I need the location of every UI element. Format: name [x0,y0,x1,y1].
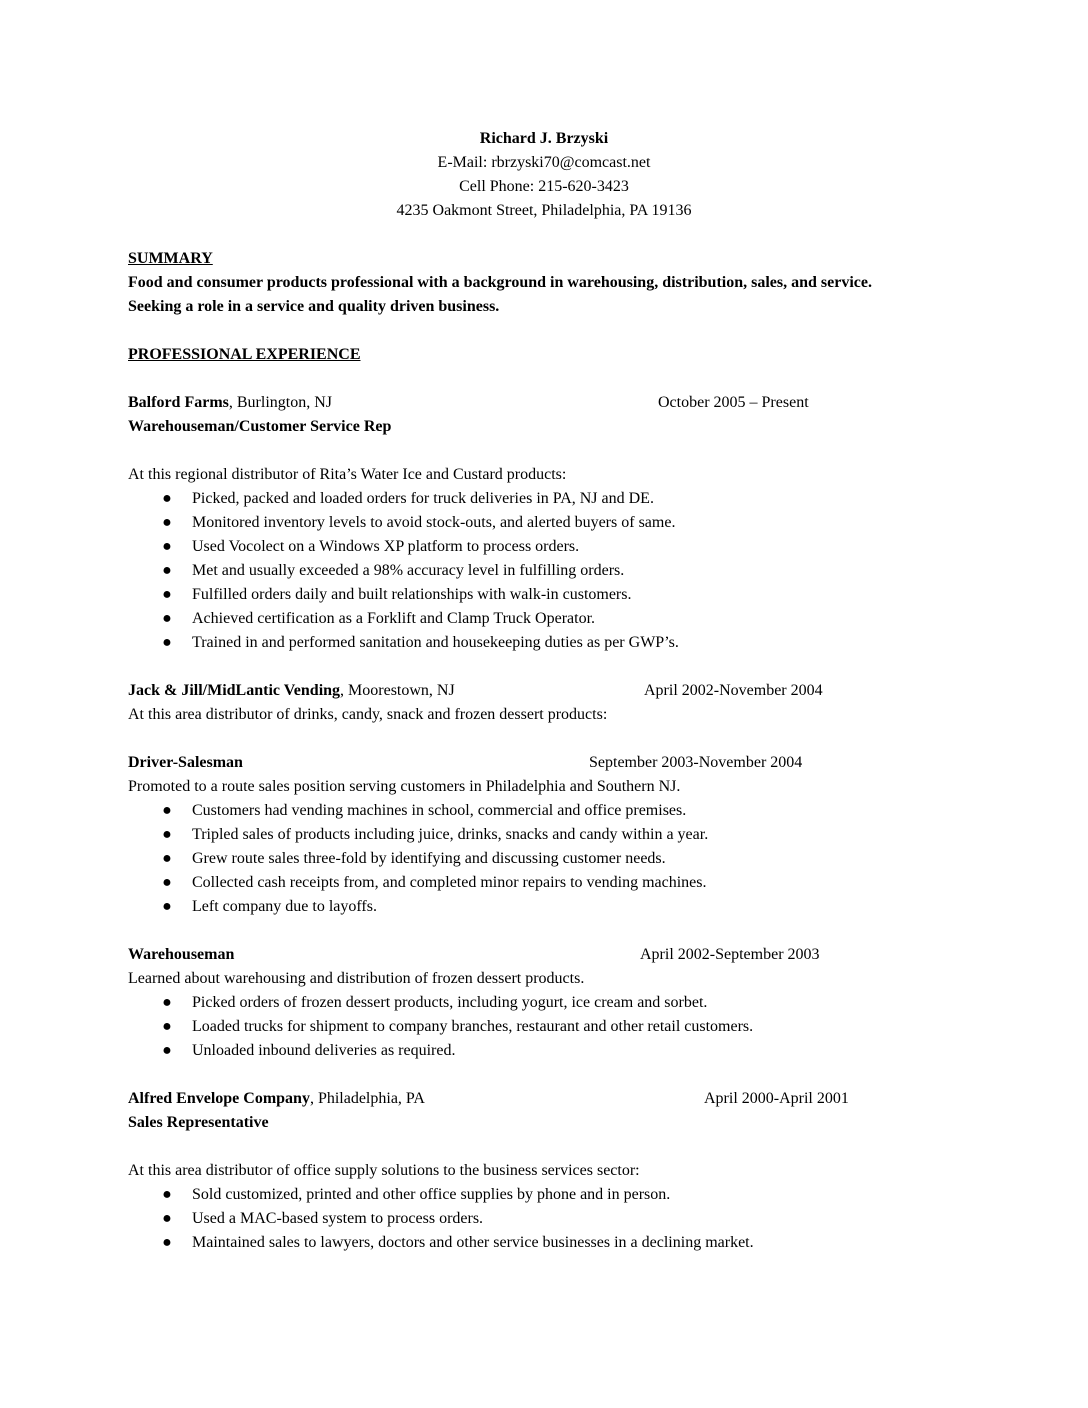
bullet-icon: ● [162,850,172,867]
experience-heading: PROFESSIONAL EXPERIENCE [128,346,361,363]
bullet-icon: ● [162,514,172,531]
balford-location: , Burlington, NJ [228,394,332,411]
bullet-icon: ● [162,586,172,603]
summary-line-1: Food and consumer products professional with a background in warehousing, distribution, sales, and service. [128,274,872,291]
summary-heading: SUMMARY [128,250,213,267]
jackjill-dates: April 2002-November 2004 [644,682,823,699]
bullet-icon: ● [162,1186,172,1203]
bullet-icon: ● [162,1234,172,1251]
balford-company-line [128,391,332,415]
driver-title: Driver-Salesman [128,754,243,771]
driver-intro: Promoted to a route sales position serving customers in Philadelphia and Southern NJ. [128,778,681,795]
jackjill-company-line [128,679,455,703]
bullet-icon: ● [162,994,172,1011]
alfred-intro: At this area distributor of office supply solutions to the business services sector: [128,1162,640,1179]
bullet-icon: ● [162,898,172,915]
alfred-company: Alfred Envelope Company [128,1090,310,1107]
bullet-icon: ● [162,826,172,843]
bullet-icon: ● [162,562,172,579]
bullet-icon: ● [162,802,172,819]
warehouse-dates: April 2002-September 2003 [640,946,820,963]
alfred-location: , Philadelphia, PA [309,1090,425,1107]
alfred-title: Sales Representative [128,1114,269,1131]
resume-page: Richard J. Brzyski E-Mail: rbrzyski70@comcast.net Cell Phone: 215-620-3423 4235 Oakmont Street, Philadelphia, PA 19136 SUMMARY Food and consumer products professional with a background in warehousing, distribution, sales, and service. Seeking a role in a service and quality driven business. PROFESSIONAL EXPERIENCE Balford Farms, Burlington, NJ October 2005 – Present Warehouseman/Customer Service Rep At this regional distributor of Rita’s Water Ice and Custard products: ● Picked, packed and loaded orders for truck deliveries in PA, NJ and DE. ● Monitored inventory levels to avoid stock-outs, and alerted buyers of same. ● Used Vocolect on a Windows XP platform to process orders. ● Met and usually exceeded a 98% accuracy level in fulfilling orders. ● Fulfilled orders daily and built relationships with walk-in customers. ● Achieved certification as a Forklift and Clamp Truck Operator. ● Trained in and performed sanitation and housekeeping duties as per GWP’s. Jack & Jill/MidLantic Vending, Moorestown, NJ April 2002-November 2004 At this area distributor of drinks, candy, snack and frozen dessert products: Driver-Salesman September 2003-November 2004 Promoted to a route sales position serving customers in Philadelphia and Southern NJ. ● Customers had vending machines in school, commercial and office premises. ● Tripled sales of products including juice, drinks, snacks and candy within a year. ● Grew route sales three-fold by identifying and discussing customer needs. ● Collected cash receipts from, and completed minor repairs to vending machines. ● Left company due to layoffs. Warehouseman April 2002-September 2003 Learned about warehousing and distribution of frozen dessert products. ● Picked orders of frozen dessert products, including yogurt, ice cream and sorbet. ● Loaded trucks for shipment to company branches, restaurant and other retail customers. ● Unloaded inbound deliveries as required. Alfred Envelope Company, Philadelphia, PA April 2000-April 2001 Sales Representative At this area distributor of office supply solutions to the business services sector: ● Sold customized, printed and other office supplies by phone and in person. ● Used a MAC-based system to process orders. ● Maintained sales to lawyers, doctors and other service businesses in a declining market. [0,0,1088,1408]
summary-line-2: Seeking a role in a service and quality driven business. [128,298,500,315]
bullet-icon: ● [162,1210,172,1227]
bullet-icon: ● [162,490,172,507]
warehouse-intro: Learned about warehousing and distribution of frozen dessert products. [128,970,585,987]
balford-title: Warehouseman/Customer Service Rep [128,418,392,435]
jackjill-location: , Moorestown, NJ [340,682,455,699]
bullet-icon: ● [162,874,172,891]
address-line: 4235 Oakmont Street, Philadelphia, PA 19136 [396,202,692,219]
candidate-name: Richard J. Brzyski [479,130,609,147]
balford-dates: October 2005 – Present [658,394,809,411]
bullet-icon: ● [162,1042,172,1059]
bullet-icon: ● [162,634,172,651]
balford-intro: At this regional distributor of Rita’s Water Ice and Custard products: [128,466,567,483]
bullet-icon: ● [162,610,172,627]
warehouse-title: Warehouseman [128,946,235,963]
bullet-icon: ● [162,538,172,555]
alfred-company-line [128,1087,425,1111]
alfred-dates: April 2000-April 2001 [704,1090,849,1107]
bullet-icon: ● [162,1018,172,1035]
email-line: E-Mail: rbrzyski70@comcast.net [437,154,651,171]
jackjill-intro: At this area distributor of drinks, candy, snack and frozen dessert products: [128,706,608,723]
jackjill-company: Jack & Jill/MidLantic Vending [128,682,341,699]
phone-line: Cell Phone: 215-620-3423 [459,178,629,195]
driver-dates: September 2003-November 2004 [589,754,803,771]
balford-company: Balford Farms [128,394,229,411]
